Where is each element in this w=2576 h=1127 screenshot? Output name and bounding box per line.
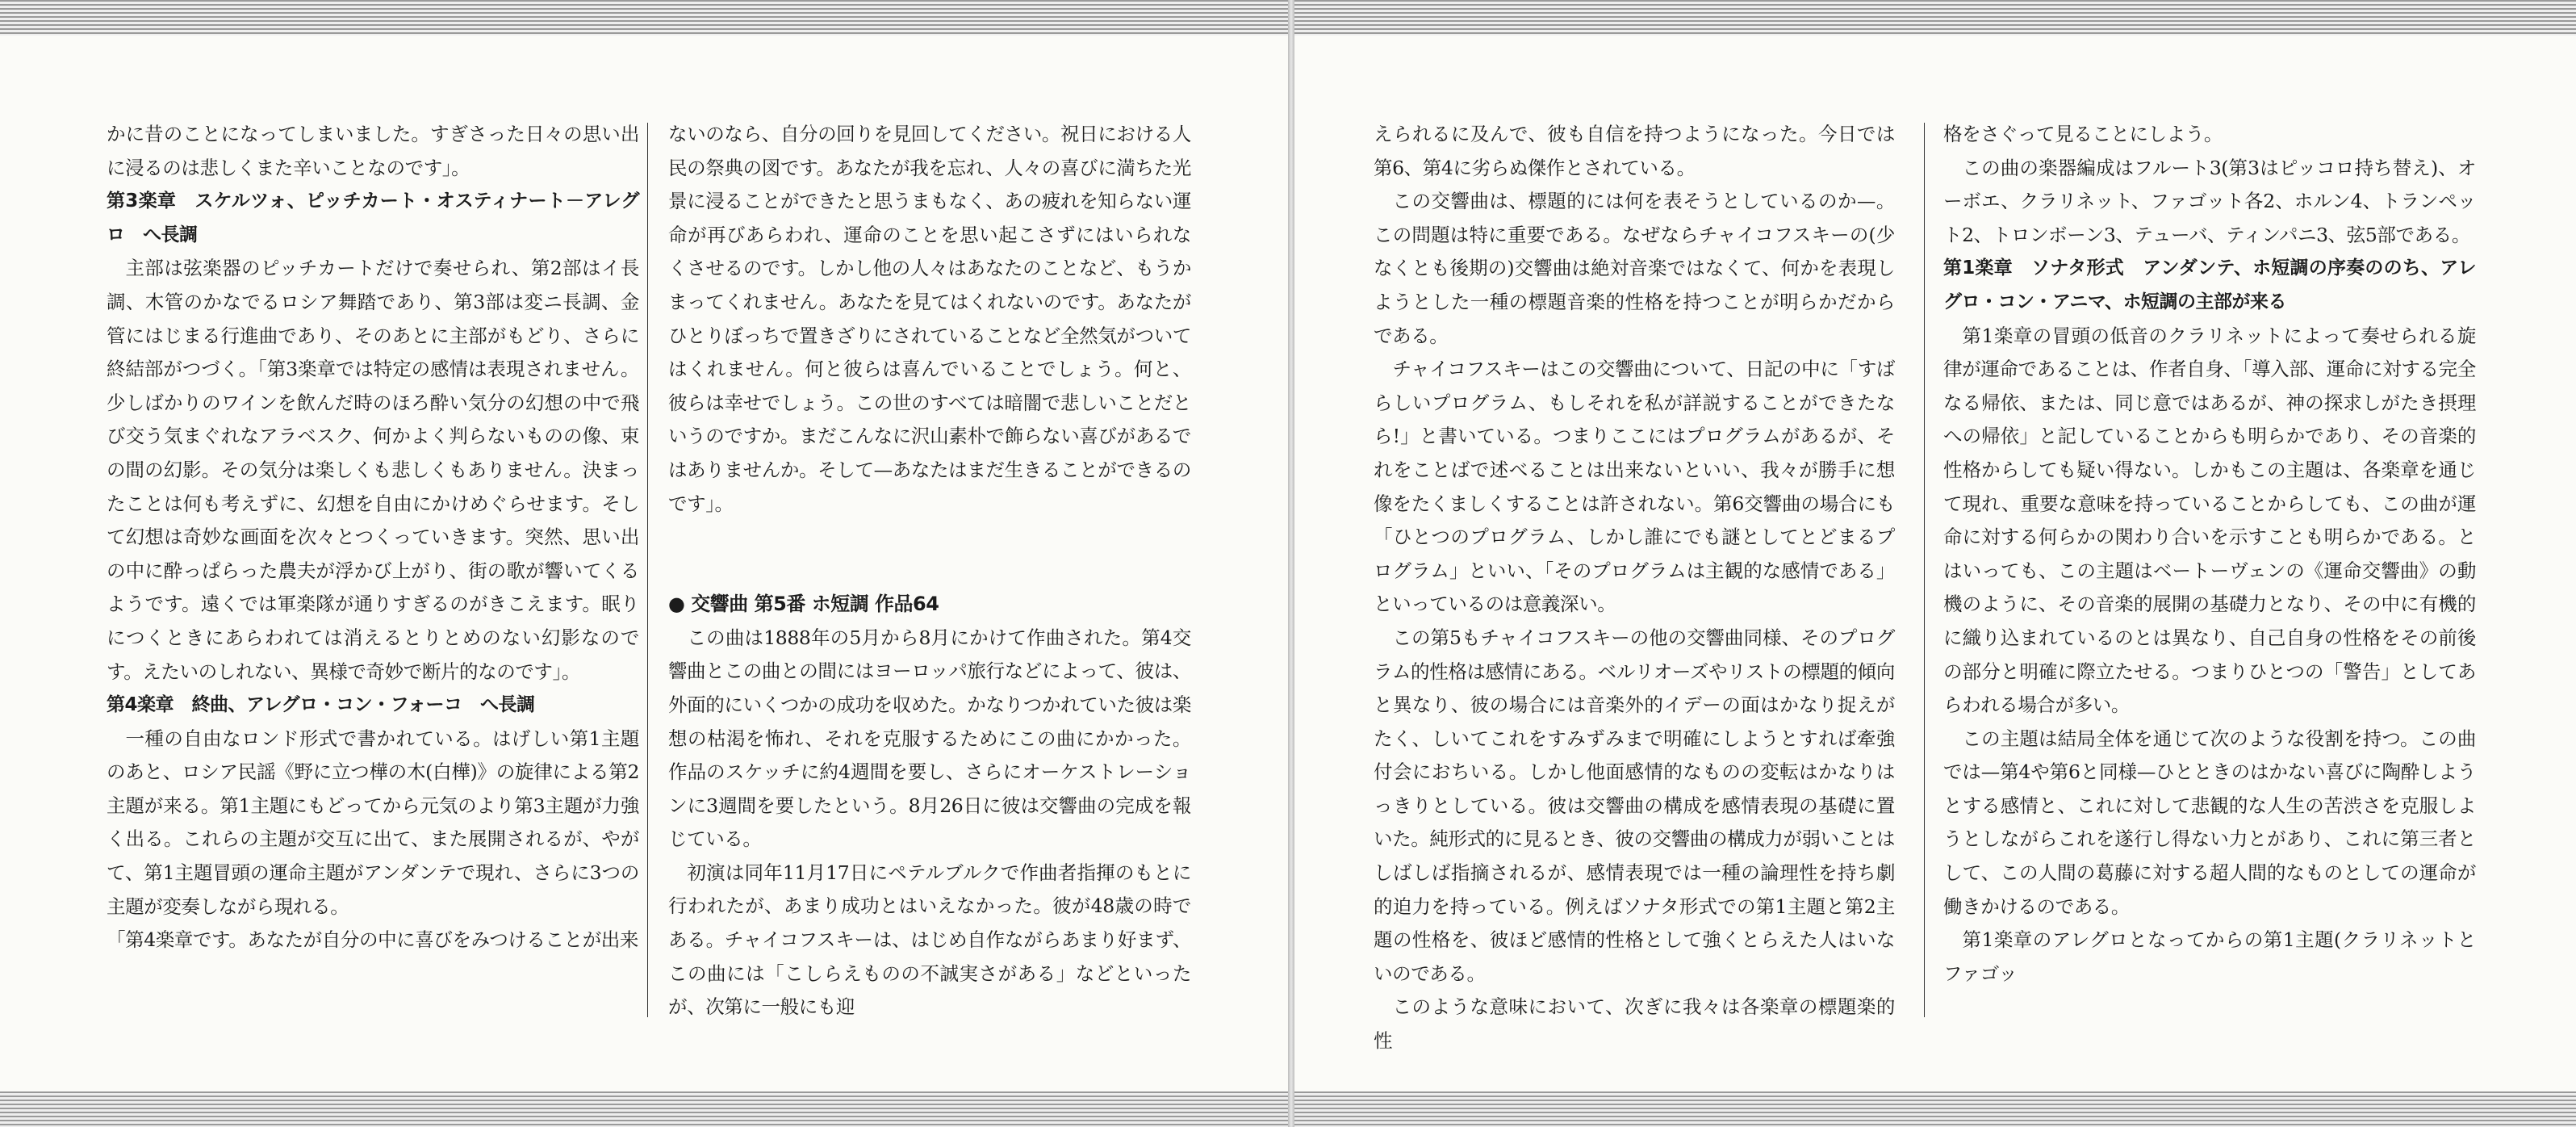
bottom-stripe-band <box>1294 1091 2576 1127</box>
paragraph: このような意味において、次ぎに我々は各楽章の標題楽的性 <box>1374 995 1895 1053</box>
right-page-column-2 <box>1943 118 2476 1038</box>
bottom-stripe-band <box>0 1091 1288 1127</box>
paragraph: えられるに及んで、彼も自信を持つようになった。今日では第6、第4に劣らぬ傑作とされている。 <box>1374 123 1895 179</box>
column-divider <box>1924 123 1925 1017</box>
paragraph: この曲は1888年の5月から8月にかけて作曲された。第4交響曲とこの曲との間にはヨーロッパ旅行などによって、彼は、外面的にいくつかの成功を収めた。かなりつかれていた彼は楽想の枯渇を怖れ、それを克服するためにこの曲にかかった。作品のスケッチに約4週間を要し、さらにオーケストレーションに3週間を要したという。8月26日に彼は交響曲の完成を報じている。 <box>668 626 1191 851</box>
column-divider <box>647 123 648 1017</box>
movement-1-heading: 第1楽章 ソナタ形式 アンダンテ、ホ短調の序奏ののち、アレグロ・コン・アニマ、ホ短調の主部が来る <box>1943 258 2476 312</box>
paragraph: この主題は結局全体を通じて次のような役割を持つ。この曲では—第4や第6と同様—ひとときのはかない喜びに陶酔しようとする感情と、これに対して悲観的な人生の苦渋さを克服しようとしながらこれを遂行し得ない力とがあり、これに第三者として、この人間の葛藤に対する超人間的なものとしての運命が働きかけるのである。 <box>1943 727 2476 918</box>
paragraph: 格をさぐって見ることにしよう。 <box>1943 123 2223 145</box>
paragraph: この第5もチャイコフスキーの他の交響曲同様、そのプログラム的性格は感情にある。ベルリオーズやリストの標題的傾向と異なり、彼の場合には音楽外的イデーの面はかなり捉えがたく、しいてこれをすみずみまで明確にしようとすれば牽強付会におちいる。しかし他面感情的なものの変転はかなりはっきりとしている。彼は交響曲の構成を感情表現の基礎に置いた。純形式的に見るとき、彼の交響曲の構成力が弱いことはしばしば指摘されるが、感情表現では一種の論理性を持ち劇的迫力を持っている。例えばソナタ形式での第1主題と第2主題の性格を、彼ほど感情的性格として強くとらえた人はいないのである。 <box>1374 626 1895 985</box>
paragraph: この曲の楽器編成はフルート3(第3はピッコロ持ち替え)、オーボエ、クラリネット、ファゴット各2、ホルン4、トランペット2、トロンボーン3、テューバ、ティンパニ3、弦5部である。 <box>1943 156 2476 246</box>
paragraph: 第1楽章のアレグロとなってからの第1主題(クラリネットとファゴッ <box>1943 928 2476 985</box>
left-page-column-2 <box>668 118 1191 1038</box>
top-stripe-band <box>1294 0 2576 36</box>
paragraph: 一種の自由なロンド形式で書かれている。はげしい第1主題のあと、ロシア民謡《野に立つ樺の木(白樺)》の旋律による第2主題が来る。第1主題にもどってから元気のより第3主題が力強く出る。これらの主題が交互に出て、また展開されるが、やがて、第1主題冒頭の運命主題がアンダンテで現れ、さらに3つの主題が変奏しながら現れる。 <box>107 727 639 918</box>
paragraph: ないのなら、自分の回りを見回してください。祝日における人民の祭典の図です。あなたが我を忘れ、人々の喜びに満ちた光景に浸ることができたと思うまもなく、あの疲れを知らない運命が再びあらわれ、運命のことを思い起こさずにはいられなくさせるのです。しかし他の人々はあなたのことなど、もうかまってくれません。あなたを見てはくれないのです。あなたがひとりぼっちで置きざりにされていることなど全然気がついてはくれません。何と彼らは喜んでいることでしょう。何と、彼らは幸せでしょう。この世のすべては暗闇で悲しいことだというのですか。まだこんなに沢山素朴で飾らない喜びがあるではありませんか。そして—あなたはまだ生きることができるのです」。 <box>668 123 1191 515</box>
movement-3-heading: 第3楽章 スケルツォ、ピッチカート・オスティナート－アレグロ へ長調 <box>107 191 639 245</box>
paragraph: 主部は弦楽器のピッチカートだけで奏せられ、第2部はイ長調、木管のかなでるロシア舞踏であり、第3部は変ニ長調、金管にはじまる行進曲であり、そのあとに主部がもどり、さらに終結部がつづく。「第3楽章では特定の感情は表現されません。少しばかりのワインを飲んだ時のほろ酔い気分の幻想の中で飛び交う気まぐれなアラベスク、何かよく判らないものの像、束の間の幻影。その気分は楽しくも悲しくもありません。決まったことは何も考えずに、幻想を自由にかけめぐらせます。そして幻想は奇妙な画面を次々とつくっていきます。突然、思い出の中に酔っぱらった農夫が浮かび上がり、街の歌が響いてくるようです。遠くでは軍楽隊が通りすぎるのがきこえます。眠りにつくときにあらわれては消えるとりとめのない幻影なのです。えたいのしれない、異様で奇妙で断片的なのです」。 <box>107 257 639 683</box>
symphony-5-heading: ● 交響曲 第5番 ホ短調 作品64 <box>668 593 939 616</box>
right-page-column-1 <box>1374 118 1895 1053</box>
left-page-column-1 <box>107 118 639 1038</box>
paragraph: チャイコフスキーはこの交響曲について、日記の中に「すばらしいプログラム、もしそれを私が詳説することができたなら!」と書いている。つまりここにはプログラムがあるが、それをことばで述べることは出来ないといい、我々が勝手に想像をたくましくすることは許されない。第6交響曲の場合にも「ひとつのプログラム、しかし誰にでも謎としてとどまるプログラム」といい、「そのプログラムは主観的な感情である」といっているのは意義深い。 <box>1374 358 1895 616</box>
top-stripe-band <box>0 0 1288 36</box>
paragraph: 「第4楽章です。あなたが自分の中に喜びをみつけることが出来 <box>107 928 639 952</box>
paragraph: 初演は同年11月17日にペテルブルクで作曲者指揮のもとに行われたが、あまり成功とはいえなかった。彼が48歳の時である。チャイコフスキーは、はじめ自作ながらあまり好まず、この曲には「こしらえものの不誠実さがある」などといったが、次第に一般にも迎 <box>668 861 1191 1019</box>
paragraph: かに昔のことになってしまいました。すぎさった日々の思い出に浸るのは悲しくまた辛いことなのです」。 <box>107 123 639 179</box>
right-page <box>1294 0 2576 1127</box>
movement-4-heading: 第4楽章 終曲、アレグロ・コン・フォーコ へ長調 <box>107 694 535 716</box>
book-gutter <box>1288 0 1294 1127</box>
paragraph: この交響曲は、標題的には何を表そうとしているのか—。この問題は特に重要である。なぜならチャイコフスキーの(少なくとも後期の)交響曲は絶対音楽ではなくて、何かを表現しようとした一種の標題音楽的性格を持つことが明らかだからである。 <box>1374 190 1895 347</box>
paragraph: 第1楽章の冒頭の低音のクラリネットによって奏せられる旋律が運命であることは、作者自身、「導入部、運命に対する完全なる帰依、または、同じ意ではあるが、神の探求しがたき摂理への帰依」と記していることからも明らかであり、その音楽的性格からしても疑い得ない。しかもこの主題は、各楽章を通じて現れ、重要な意味を持っていることからしても、この曲が運命に対する何らかの関わり合いを示すことも明らかである。とはいっても、この主題はベートーヴェンの《運命交響曲》の動機のように、その音楽的展開の基礎力となり、その中に有機的に織り込まれているのとは異なり、自己自身の性格をその前後の部分と明確に際立たせる。つまりひとつの「警告」としてあらわれる場合が多い。 <box>1943 324 2476 717</box>
